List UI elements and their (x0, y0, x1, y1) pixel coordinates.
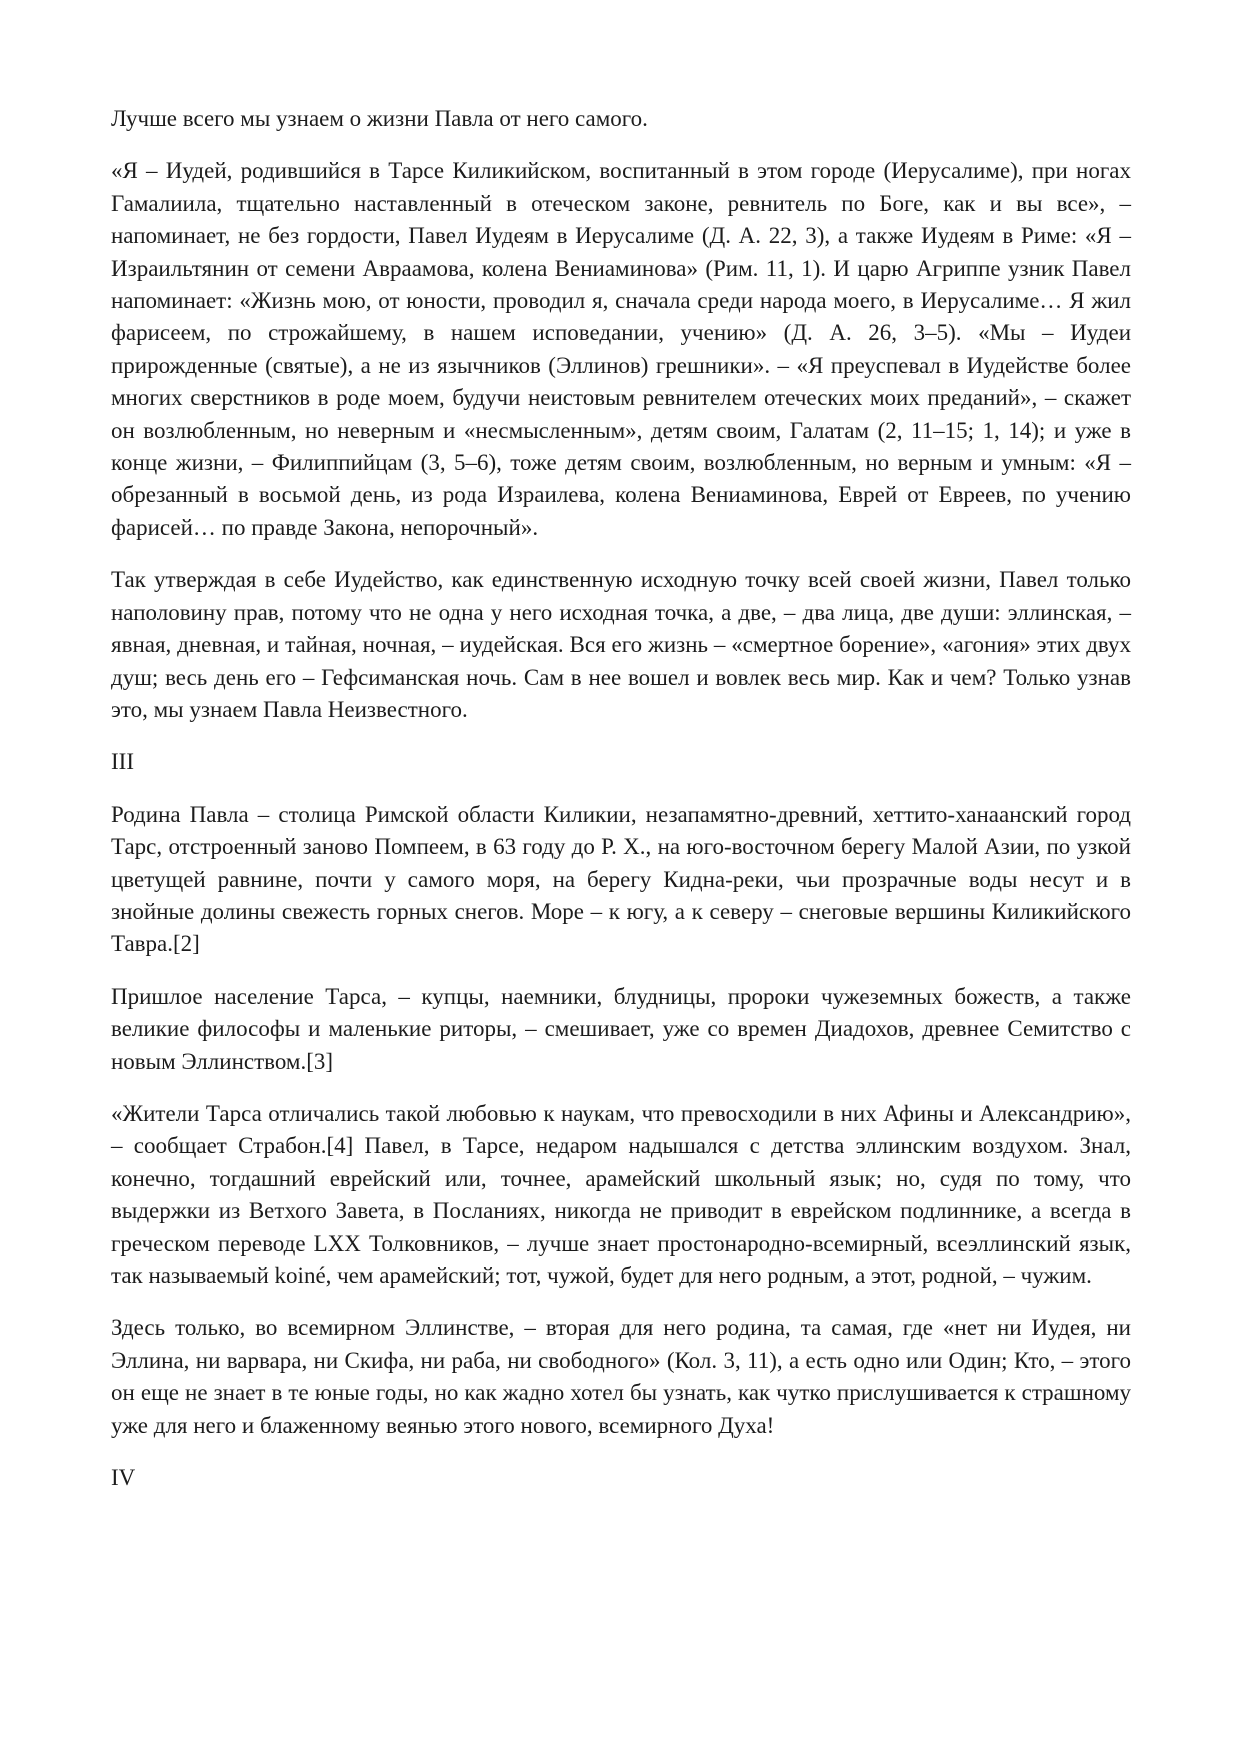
paragraph-tarsus-homeland: Родина Павла – столица Римской области Киликии, незапамятно-древний, хеттито-ханаанский город Тарс, отстроенный заново Помпеем, в 63 году до Р. Х., на юго-восточном берегу Малой Азии, по узкой цветущей равнине, почти у самого моря, на берегу Кидна-реки, чьи прозрачные воды несут и в знойные долины свежесть горных снегов. Море – к югу, а к северу – снеговые вершины Киликийского Тавра.[2] (111, 801, 1131, 957)
paragraph-two-souls: Так утверждая в себе Иудейство, как единственную исходную точку всей своей жизни, Павел только наполовину прав, потому что не одна у него исходная точка, а две, – два лица, две души: эллинская, – явная, дневная, и тайная, ночная, – иудейская. Вся его жизнь – «смертное борение», «агония» этих двух душ; весь день его – Гефсиманская ночь. Сам в нее вошел и вовлек весь мир. Как и чем? Только узнав это, мы узнаем Павла Неизвестного. (111, 567, 1131, 722)
document-page (111, 103, 1131, 1514)
paragraph-hellenism: Здесь только, во всемирном Эллинстве, – вторая для него родина, та самая, где «нет ни Иудея, ни Эллина, ни варвара, ни Скифа, ни раба, ни свободного» (Кол. 3, 11), а есть одно или Один; Кто, – этого он еще не знает в те юные годы, но как жадно хотел бы узнать, как чутко прислушивается к страшному уже для него и блаженному веянью этого нового, всемирного Духа! (111, 1315, 1131, 1438)
section-heading-iv: IV (111, 1465, 136, 1491)
paragraph-self-testimony: «Я – Иудей, родившийся в Тарсе Киликийском, воспитанный в этом городе (Иерусалиме), при ногах Гамалиила, тщательно наставленный в отеческом законе, ревнитель по Боге, как и вы все», – напоминает, не без гордости, Павел Иудеям в Иерусалиме (Д. А. 22, 3), а также Иудеям в Риме: «Я – Израильтянин от семени Авраамова, колена Вениаминова» (Рим. 11, 1). И царю Агриппе узник Павел напоминает: «Жизнь мою, от юности, проводил я, сначала среди народа моего, в Иерусалиме… Я жил фарисеем, по строжайшему, в нашем исповедании, учению» (Д. А. 26, 3–5). «Мы – Иудеи прирожденные (святые), а не из язычников (Эллинов) грешники». – «Я преуспевал в Иудействе более многих сверстников в роде моем, будучи неистовым ревнителем отеческих моих преданий», – скажет он возлюбленным, но неверным и «несмысленным», детям своим, Галатам (2, 11–15; 1, 14); и уже в конце жизни, – Филиппийцам (3, 5–6), тоже детям своим, возлюбленным, но верным и умным: «Я – обрезанный в восьмой день, из рода Израилева, колена Вениаминова, Еврей от Евреев, по учению фарисей… по правде Закона, непорочный». (111, 158, 1131, 540)
paragraph-intro: Лучше всего мы узнаем о жизни Павла от него самого. (111, 106, 648, 131)
paragraph-tarsus-population: Пришлое население Тарса, – купцы, наемники, блудницы, пророки чужеземных божеств, а также великие философы и маленькие риторы, – смешивает, уже со времен Диадохов, древнее Семитство с новым Эллинством.[3] (111, 983, 1131, 1074)
paragraph-tarsus-learning: «Жители Тарса отличались такой любовью к наукам, что превосходили в них Афины и Александрию», – сообщает Страбон.[4] Павел, в Тарсе, недаром надышался с детства эллинским воздухом. Знал, конечно, тогдашний еврейский или, точнее, арамейский школьный язык; но, судя по тому, что выдержки из Ветхого Завета, в Посланиях, никогда не приводит в еврейском подлиннике, а всегда в греческом переводе LXX Толковников, – лучше знает простонародно-всемирный, всеэллинский язык, так называемый koiné, чем арамейский; тот, чужой, будет для него родным, а этот, родной, – чужим. (111, 1100, 1131, 1288)
section-heading-iii: III (111, 749, 134, 775)
